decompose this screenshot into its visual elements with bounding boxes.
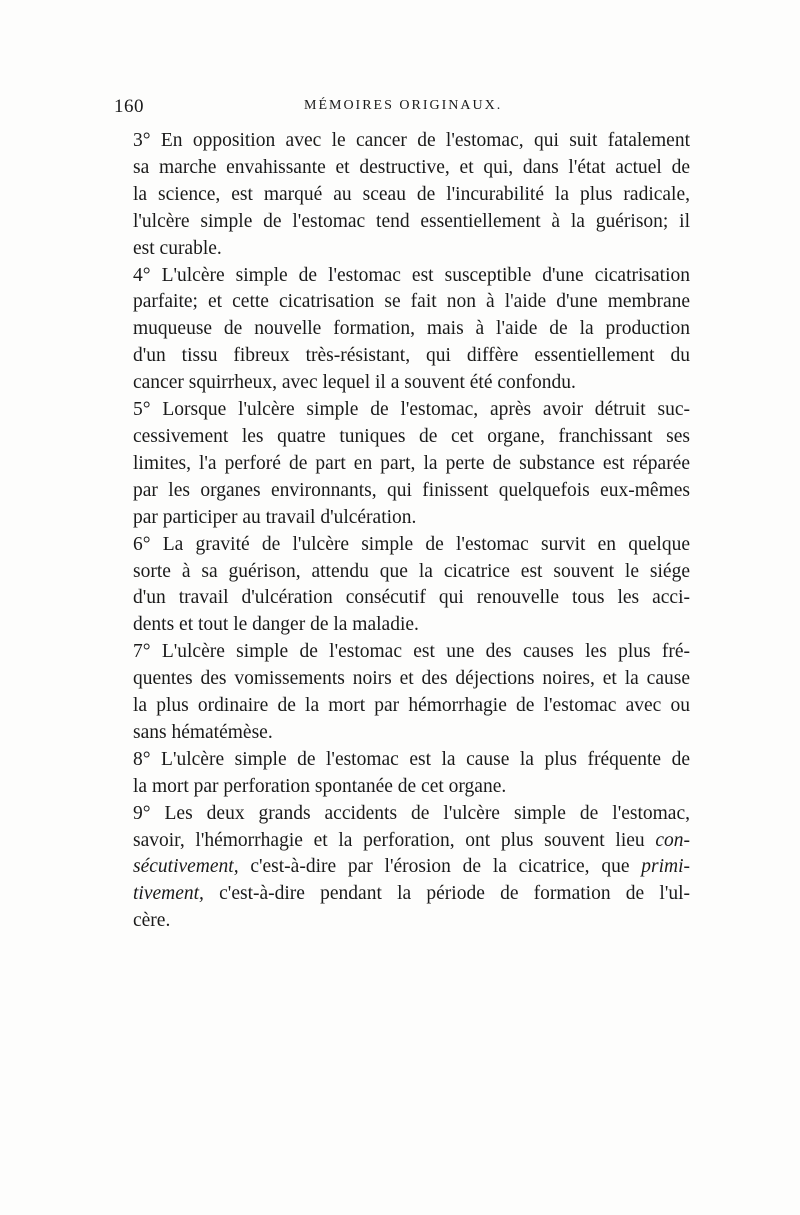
text-line: sorte à sa guérison, attendu que la cicatrice est souvent le siége — [133, 560, 690, 582]
text-line: d'un travail d'ulcération consécutif qui renouvelle tous les acci- — [133, 587, 690, 609]
text-line: par participer au travail d'ulcération. — [133, 506, 417, 528]
text-line: 8° L'ulcère simple de l'estomac est la cause la plus fréquente de — [133, 748, 690, 770]
paragraph-6 — [114, 532, 690, 640]
paragraph-3 — [114, 128, 690, 263]
text-line: sa marche envahissante et destructive, et qui, dans l'état actuel de — [133, 156, 690, 178]
text-line: la plus ordinaire de la mort par hémorrhagie de l'estomac avec ou — [133, 695, 690, 717]
text-line: cancer squirrheux, avec lequel il a souvent été confondu. — [133, 372, 576, 394]
page-number: 160 — [114, 96, 144, 117]
text-line — [114, 828, 690, 855]
italic-text: primi- — [641, 856, 690, 878]
text-line: sans hématémèse. — [133, 721, 273, 743]
paragraph-4 — [114, 263, 690, 398]
text-line: d'un tissu fibreux très-résistant, qui diffère essentiellement du — [133, 345, 690, 367]
text-run: savoir, l'hémorrhagie et la perforation, ont plus souvent lieu — [133, 829, 656, 851]
text-line: 3° En opposition avec le cancer de l'estomac, qui suit fatalement — [133, 130, 690, 151]
text-line: 6° La gravité de l'ulcère simple de l'estomac survit en quelque — [133, 533, 690, 555]
text-line: 5° Lorsque l'ulcère simple de l'estomac, après avoir détruit suc- — [133, 399, 690, 421]
text-run: c'est-à-dire par l'érosion de la cicatrice, que — [238, 856, 642, 878]
text-line: cère. — [133, 910, 171, 932]
paragraph-8 — [114, 747, 690, 801]
paragraph-9 — [114, 801, 690, 936]
paragraph-7 — [114, 639, 690, 747]
text-line — [114, 881, 690, 908]
text-line — [114, 854, 690, 881]
running-head: MÉMOIRES ORIGINAUX. — [304, 98, 503, 113]
body-text — [114, 128, 690, 935]
text-line: dents et tout le danger de la maladie. — [133, 614, 419, 636]
text-line: quentes des vomissements noirs et des déjections noires, et la cause — [133, 668, 690, 690]
text-line: la mort par perforation spontanée de cet organe. — [133, 775, 507, 797]
text-line: limites, l'a perforé de part en part, la perte de substance est réparée — [133, 452, 690, 474]
text-line: est curable. — [133, 237, 222, 259]
text-line: l'ulcère simple de l'estomac tend essentiellement à la guérison; il — [133, 210, 690, 232]
text-line: la science, est marqué au sceau de l'incurabilité la plus radicale, — [133, 183, 690, 205]
text-line: muqueuse de nouvelle formation, mais à l'aide de la production — [133, 318, 690, 340]
text-line: 7° L'ulcère simple de l'estomac est une des causes les plus fré- — [133, 641, 690, 663]
italic-text: tivement, — [133, 883, 204, 905]
italic-text: sécutivement, — [133, 856, 239, 878]
text-line: par les organes environnants, qui finissent quelquefois eux-mêmes — [133, 479, 690, 501]
italic-text: con- — [655, 829, 690, 851]
text-line: cessivement les quatre tuniques de cet organe, franchissant ses — [133, 425, 690, 447]
text-line: parfaite; et cette cicatrisation se fait non à l'aide d'une membrane — [133, 291, 690, 313]
page-header — [114, 96, 690, 122]
text-line: 4° L'ulcère simple de l'estomac est susceptible d'une cicatrisation — [133, 264, 690, 286]
paragraph-5 — [114, 397, 690, 532]
text-run: c'est-à-dire pendant la période de formation de l'ul- — [203, 883, 690, 905]
text-line: 9° Les deux grands accidents de l'ulcère simple de l'estomac, — [133, 802, 690, 824]
